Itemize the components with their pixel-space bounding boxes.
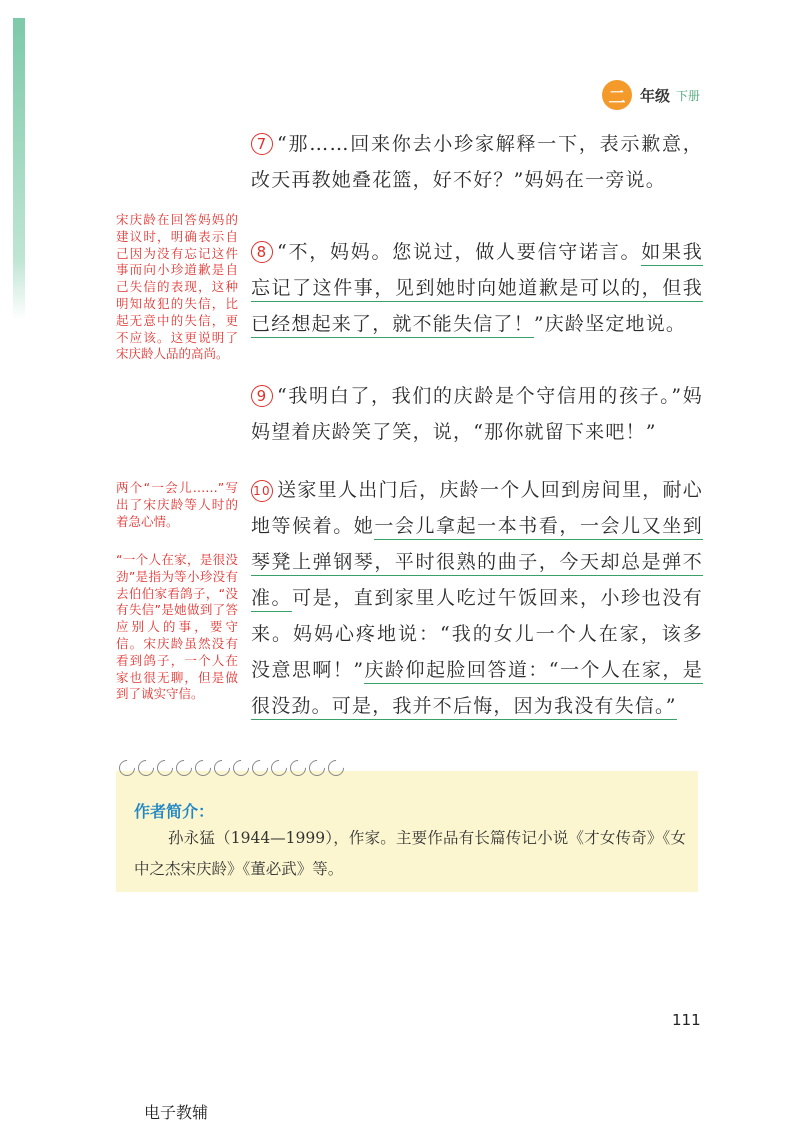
paragraph-8 <box>251 234 703 342</box>
paragraph-number: 8 <box>251 241 273 263</box>
paragraph-10 <box>251 472 703 724</box>
ring-icon <box>211 757 234 780</box>
paragraph-text-middle: 可是，直到家里人吃过午饭回来，小珍也没有来。妈妈心疼地说：“我的女儿一个人在家，该多没意思啊！” <box>251 587 703 681</box>
paragraph-9 <box>251 378 703 450</box>
underlined-sentence: 一会儿拿起一本书看，一会儿又坐到琴凳上弹钢琴，平时很熟的曲子，今天却总是弹不准。 <box>251 515 703 612</box>
author-intro-title: 作者简介： <box>134 802 215 821</box>
ring-icon <box>135 757 158 780</box>
ring-icon <box>287 757 310 780</box>
paragraph-number: 7 <box>251 133 273 155</box>
paragraph-text: “我明白了，我们的庆龄是个守信用的孩子。”妈妈望着庆龄笑了笑，说，“那你就留下来吧！” <box>251 385 703 443</box>
paragraph-text: “那……回来你去小珍家解释一下，表示歉意，改天再教她叠花篮，好不好？”妈妈在一旁说。 <box>251 133 703 191</box>
page-header <box>602 80 700 110</box>
margin-note-1: 宋庆龄在回答妈妈的建议时，明确表示自己因为没有忘记这件事而向小珍道歉是自己失信的表现，这种明知故犯的失信，比起无意中的失信，更不应该。这更说明了宋庆龄人品的高尚。 <box>116 212 238 362</box>
author-intro-box <box>116 771 698 892</box>
ring-icon <box>268 757 291 780</box>
page-edge-bar <box>13 18 25 320</box>
margin-note-3: “一个人在家，是很没劲”是指为等小珍没有去伯伯家看鸽子，“没有失信”是她做到了答应别人的事，要守信。宋庆龄虽然没有看到鸽子，一个人在家也很无聊，但是做到了诚实守信。 <box>116 552 238 702</box>
margin-note-2: 两个“一会儿……”写出了宋庆龄等人时的着急心情。 <box>116 480 238 529</box>
author-intro-text: 孙永猛（1944—1999），作家。主要作品有长篇传记小说《才女传奇》《女中之杰宋庆龄》《董必武》等。 <box>134 829 686 878</box>
underlined-sentence: 庆龄仰起脸回答道：“一个人在家，是很没劲。可是，我并不后悔，因为我没有失信。” <box>251 659 703 720</box>
grade-label: 年级 <box>639 86 670 105</box>
paragraph-7 <box>251 126 703 198</box>
ring-icon <box>116 757 139 780</box>
volume-label: 下册 <box>675 88 700 103</box>
ring-icon <box>306 757 329 780</box>
paragraph-text: 送家里人出门后，庆龄一个人回到房间里，耐心地等候着。她 <box>251 479 703 537</box>
ring-icon <box>173 757 196 780</box>
ring-icon <box>325 757 348 780</box>
ring-icon <box>192 757 215 780</box>
spiral-binding-icon <box>119 760 347 782</box>
paragraph-text: “不，妈妈。您说过，做人要信守诺言。 <box>277 241 642 263</box>
page-number: 111 <box>672 1011 701 1029</box>
paragraph-number: 10 <box>251 480 273 502</box>
paragraph-number: 9 <box>251 385 273 407</box>
paragraph-text-end: ”庆龄坚定地说。 <box>533 313 687 335</box>
ring-icon <box>154 757 177 780</box>
ring-icon <box>230 757 253 780</box>
grade-badge: 二 <box>602 80 632 110</box>
underlined-sentence: 如果我忘记了这件事，见到她时向她道歉是可以的，但我已经想起来了，就不能失信了！ <box>251 241 703 338</box>
watermark-text: 电子教辅 <box>144 1103 209 1122</box>
ring-icon <box>249 757 272 780</box>
